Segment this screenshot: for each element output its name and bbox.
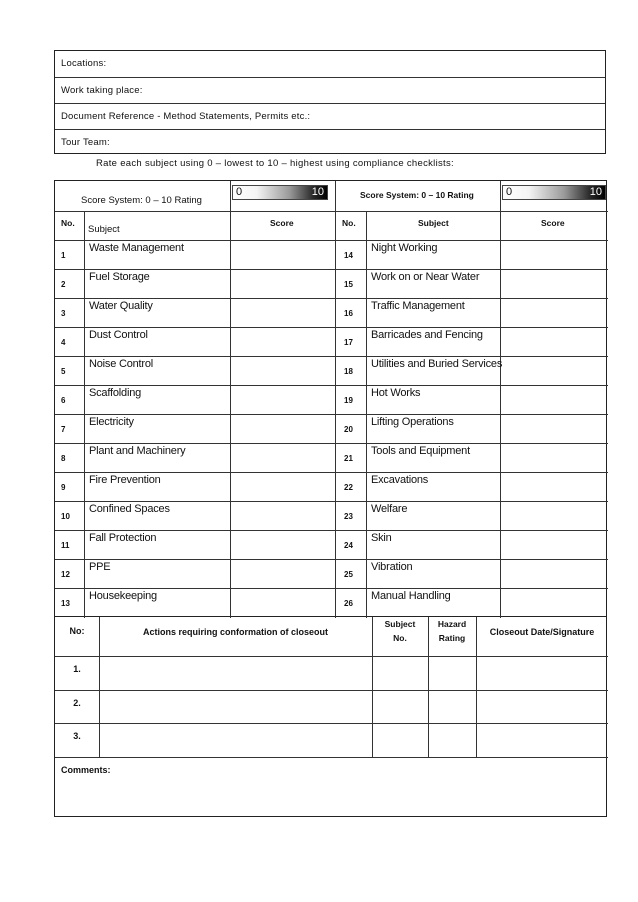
subject-number: 9	[61, 483, 66, 492]
subject-number: 24	[344, 541, 353, 550]
document-reference-label: Document Reference - Method Statements, Permits etc.:	[61, 111, 311, 122]
subject-name: Welfare	[371, 503, 408, 515]
subject-number: 11	[61, 541, 70, 550]
subject-number: 19	[344, 396, 353, 405]
subject-name: Work on or Near Water	[371, 271, 480, 283]
subject-name: Manual Handling	[371, 590, 451, 602]
subject-name: Scaffolding	[89, 387, 142, 399]
score-max-left: 10	[311, 186, 324, 198]
subject-name: PPE	[89, 561, 111, 573]
subject-name: Lifting Operations	[371, 416, 454, 428]
subject-number: 5	[61, 367, 66, 376]
subject-name: Plant and Machinery	[89, 445, 186, 457]
subject-number: 7	[61, 425, 66, 434]
score-cell[interactable]	[501, 386, 607, 413]
subject-number: 2	[61, 280, 66, 289]
subject-number: 13	[61, 599, 70, 608]
work-field[interactable]	[55, 77, 605, 103]
locations-label: Locations:	[61, 58, 107, 69]
score-cell[interactable]	[231, 357, 334, 384]
score-cell[interactable]	[231, 415, 334, 442]
score-cell[interactable]	[501, 444, 607, 471]
score-system-label-left: Score System: 0 – 10 Rating	[81, 195, 202, 206]
hazard-rating-header-line2: Rating	[438, 633, 466, 643]
closeout-header: Closeout Date/Signature	[489, 627, 595, 637]
subject-name: Excavations	[371, 474, 429, 486]
subject-number: 26	[344, 599, 353, 608]
subject-name: Noise Control	[89, 358, 154, 370]
subject-name: Barricades and Fencing	[371, 329, 483, 341]
subject-name: Water Quality	[89, 300, 153, 312]
subject-number: 15	[344, 280, 353, 289]
score-cell[interactable]	[501, 270, 607, 297]
subject-no-header-line1: Subject	[384, 619, 416, 629]
subject-number: 8	[61, 454, 66, 463]
subject-name: Electricity	[89, 416, 134, 428]
subject-number: 17	[344, 338, 353, 347]
score-cell[interactable]	[231, 444, 334, 471]
hazard-rating-header-line1: Hazard	[437, 619, 467, 629]
score-cell[interactable]	[231, 299, 334, 326]
score-cell[interactable]	[231, 386, 334, 413]
subject-name: Housekeeping	[89, 590, 157, 602]
score-cell[interactable]	[501, 357, 607, 384]
scoring-table	[54, 180, 607, 617]
score-system-label-right: Score System: 0 – 10 Rating	[360, 190, 474, 200]
score-cell[interactable]	[231, 502, 334, 529]
rating-instruction: Rate each subject using 0 – lowest to 10 – highest using compliance checklists:	[96, 158, 454, 169]
score-cell[interactable]	[231, 241, 334, 268]
subject-number: 21	[344, 454, 353, 463]
subject-name: Confined Spaces	[89, 503, 170, 515]
col-no-left: No.	[61, 218, 75, 228]
score-cell[interactable]	[501, 531, 607, 558]
subject-number: 12	[61, 570, 70, 579]
subject-number: 1	[61, 251, 66, 260]
actions-no-header: No:	[69, 626, 85, 636]
subject-name: Hot Works	[371, 387, 421, 399]
score-cell[interactable]	[231, 560, 334, 587]
subject-number: 20	[344, 425, 353, 434]
subject-name: Waste Management	[89, 242, 184, 254]
document-reference-field[interactable]	[55, 103, 605, 129]
subject-name: Fire Prevention	[89, 474, 161, 486]
score-min-right: 0	[506, 186, 513, 198]
comments-label: Comments:	[61, 765, 111, 775]
subject-name: Utilities and Buried Services	[371, 358, 503, 370]
score-cell[interactable]	[231, 531, 334, 558]
actions-description-header: Actions requiring conformation of closeout	[142, 627, 328, 637]
subject-number: 23	[344, 512, 353, 521]
action-row-2-number: 2.	[73, 698, 81, 708]
tour-team-label: Tour Team:	[61, 137, 110, 148]
actions-table	[54, 617, 607, 817]
work-label: Work taking place:	[61, 85, 143, 96]
subject-name: Night Working	[371, 242, 438, 254]
score-cell[interactable]	[231, 589, 334, 616]
subject-number: 22	[344, 483, 353, 492]
subject-number: 14	[344, 251, 353, 260]
subject-name: Fall Protection	[89, 532, 157, 544]
score-cell[interactable]	[501, 299, 607, 326]
subject-number: 6	[61, 396, 66, 405]
action-row-3-number: 3.	[73, 731, 81, 741]
score-cell[interactable]	[501, 473, 607, 500]
score-gradient-left	[232, 185, 328, 200]
subject-number: 10	[61, 512, 70, 521]
score-min-left: 0	[236, 186, 243, 198]
subject-number: 25	[344, 570, 353, 579]
score-cell[interactable]	[501, 560, 607, 587]
subject-number: 4	[61, 338, 66, 347]
subject-name: Traffic Management	[371, 300, 465, 312]
score-cell[interactable]	[231, 328, 334, 355]
col-score-right: Score	[541, 218, 565, 228]
score-cell[interactable]	[501, 328, 607, 355]
site-info-box	[54, 50, 606, 154]
col-subject-right: Subject	[418, 218, 449, 228]
tour-team-field[interactable]	[55, 129, 605, 155]
col-score-left: Score	[270, 218, 294, 228]
score-max-right: 10	[589, 186, 602, 198]
score-cell[interactable]	[231, 473, 334, 500]
subject-name: Dust Control	[89, 329, 148, 341]
score-cell[interactable]	[501, 241, 607, 268]
subject-no-header-line2: No.	[393, 633, 407, 643]
subject-name: Fuel Storage	[89, 271, 150, 283]
locations-field[interactable]	[55, 51, 605, 77]
score-cell[interactable]	[231, 270, 334, 297]
subject-number: 18	[344, 367, 353, 376]
score-cell[interactable]	[501, 415, 607, 442]
subject-name: Vibration	[371, 561, 413, 573]
score-cell[interactable]	[501, 589, 607, 616]
subject-number: 3	[61, 309, 66, 318]
subject-name: Tools and Equipment	[371, 445, 470, 457]
col-no-right: No.	[342, 218, 356, 228]
score-gradient-right	[502, 185, 606, 200]
subject-number: 16	[344, 309, 353, 318]
action-row-1-number: 1.	[73, 664, 81, 674]
subject-name: Skin	[371, 532, 392, 544]
col-subject-left: Subject	[88, 224, 120, 235]
score-cell[interactable]	[501, 502, 607, 529]
